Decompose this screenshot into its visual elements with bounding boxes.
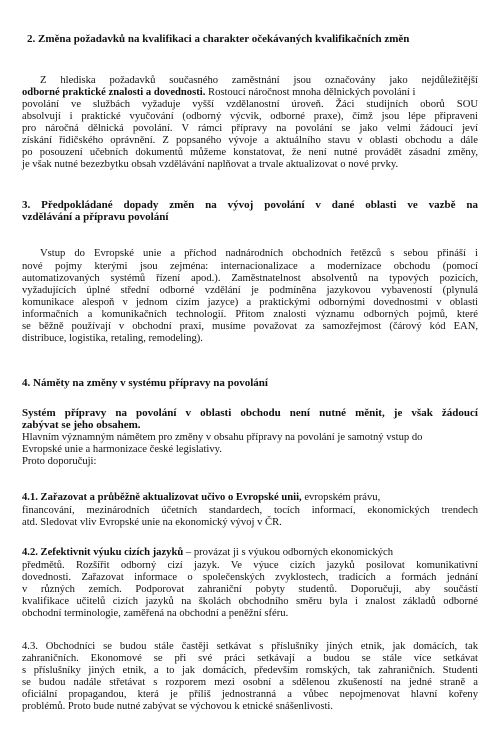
- s2-line-6: získání řidičského oprávnění. Z popsaného vývoje a aktuálního stavu v oblasti obchodu a dále: [22, 135, 478, 146]
- s2-line-4: absolvují i praktické vyučování (odborný výcvik, odborné praxe), čímž jsou lépe připraveni: [22, 111, 478, 122]
- s42-lead: 4.2. Zefektivnit výuku cizích jazyků: [22, 547, 184, 558]
- s42-line-6: obchodní terminologie, zaměřená na obchodní a peněžní sféru.: [22, 608, 289, 619]
- s3-line-8: distribuce, logistika, retaling, remodeling).: [22, 333, 203, 344]
- s4-bold-line-2: zabývat se jeho obsahem.: [22, 419, 141, 431]
- s42-line-1: [22, 547, 393, 559]
- s43-line-3: s příslušníky jiných etnik, a to jak domácích, především romských, tak zahraničních. Studenti: [22, 665, 478, 676]
- s43-line-5: oficiální propagandou, která je příliš jednostranná a vůbec nepojmenovat hlavní kořeny: [22, 689, 478, 700]
- s3-line-4: vyžadujících úplné střední odborné vzdělání je podmíněna jazykovou vybaveností (plynulá: [22, 285, 478, 296]
- s4-bold-line-1: Systém přípravy na povolání v oblasti obchodu není nutné měnit, je však žádoucí: [22, 407, 478, 419]
- s41-rest: evropském právu,: [301, 492, 381, 503]
- s3-line-1: Vstup do Evropské unie a příchod nadnárodních obchodních řetězců s sebou přináší i: [40, 248, 478, 259]
- s2-bold-phrase: odborné praktické znalosti a dovednosti.: [22, 87, 206, 98]
- s2-line-7: po posouzení učebních dokumentů můžeme konstatovat, že není nutné provádět zásadní změny,: [22, 147, 478, 158]
- s42-line-2: předmětů. Rozšířit odborný cizí jazyk. Ve výuce cizích jazyků posilovat komunikativní: [22, 560, 478, 571]
- s4-line-1: Hlavním významným námětem pro změny v obsahu přípravy na povolání je samotný vstup do: [22, 432, 423, 443]
- s43-line-2: zahraničních. Ekonomové se při své práci setkávají a budou se stále více setkávat: [22, 653, 478, 664]
- s3-line-5: komunikace alespoň v jednom cizím jazyce) a praktickými odbornými dovednostmi v oblasti: [22, 297, 478, 308]
- section-4-heading: 4. Náměty na změny v systému přípravy na povolání: [22, 377, 268, 389]
- s2-line-8: je však nutné bezezbytku obsah vzdělávání naplňovat a trvale aktualizovat o nové prvky.: [22, 159, 399, 170]
- s2-line-2-rest: Rostoucí náročnost mnoha dělnických povolání i: [205, 87, 416, 98]
- s4-line-3: Proto doporučuji:: [22, 456, 97, 467]
- section-2-heading: 2. Změna požadavků na kvalifikaci a charakter očekávaných kvalifikačních změn: [27, 33, 410, 45]
- s3-line-3: automatizovaných systémů řízení apod.). Zaměstnatelnost absolventů na typových pozicích,: [22, 273, 478, 284]
- s43-line-6: problémů. Proto bude nutné zabývat se výchovou k etnické snášenlivosti.: [22, 701, 333, 712]
- s2-line-1: Z hlediska požadavků současného zaměstnání jsou označovány jako nejdůležitější: [40, 75, 478, 86]
- s2-line-3: povolání ve službách vyžaduje vyšší vzdělanostní úroveň. Žáci studijních oborů SOU: [22, 99, 478, 110]
- s2-line-5: pro náročná dělnická povolání. V rámci přípravy na povolání se jako velmi žádoucí jeví: [22, 123, 478, 134]
- section-3-heading-line-2: vzdělávání a přípravu povolání: [22, 211, 169, 223]
- s41-line-1: [22, 492, 380, 504]
- s43-line-1: 4.3. Obchodníci se budou stále častěji setkávat s příslušníky jiných etnik, jak domácích, tak: [22, 641, 478, 652]
- s42-line-5: kvalifikace učitelů cizích jazyků na školách obchodního směru byla i znalost základů odborné: [22, 596, 478, 607]
- s3-line-2: nové pojmy kterými jsou zejména: internacionalizace a modernizace obchodu (pomocí: [22, 261, 478, 272]
- s42-line-3: dovednosti. Zařazovat informace o společenských zvyklostech, tradicích a formách jednání: [22, 572, 478, 583]
- s41-line-2: financování, mezinárodních účetních standardech, tocích informací, ekonomických trendech: [22, 505, 478, 516]
- s41-lead: 4.1. Zařazovat a průběžně aktualizovat učivo o Evropské unii,: [22, 492, 302, 503]
- s43-line-4: se budou nadále střetávat s rozporem mezi osobní a sdělenou zkušeností na jedné straně a: [22, 677, 478, 688]
- s2-line-2: [22, 87, 478, 99]
- s42-line-4: v různých zemích. Podporovat zahraniční pobyty studentů. Doporučuji, aby součástí: [22, 584, 478, 595]
- section-3-heading-line-1: 3. Předpokládané dopady změn na vývoj povolání v dané oblasti ve vazbě na: [22, 199, 478, 211]
- s3-line-6: informačních a komunikačních technologií. Přitom znalosti významu odborných pojmů, které: [22, 309, 478, 320]
- s41-line-3: atd. Sledovat vliv Evropské unie na ekonomický vývoj v ČR.: [22, 517, 282, 528]
- s3-line-7: se běžně používají v obchodní praxi, musíme považovat za samozřejmost (čárový kód EAN,: [22, 321, 478, 332]
- s42-rest: – provázat ji s výukou odborných ekonomických: [183, 547, 394, 558]
- s4-line-2: Evropské unie a harmonizace české legislativy.: [22, 444, 222, 455]
